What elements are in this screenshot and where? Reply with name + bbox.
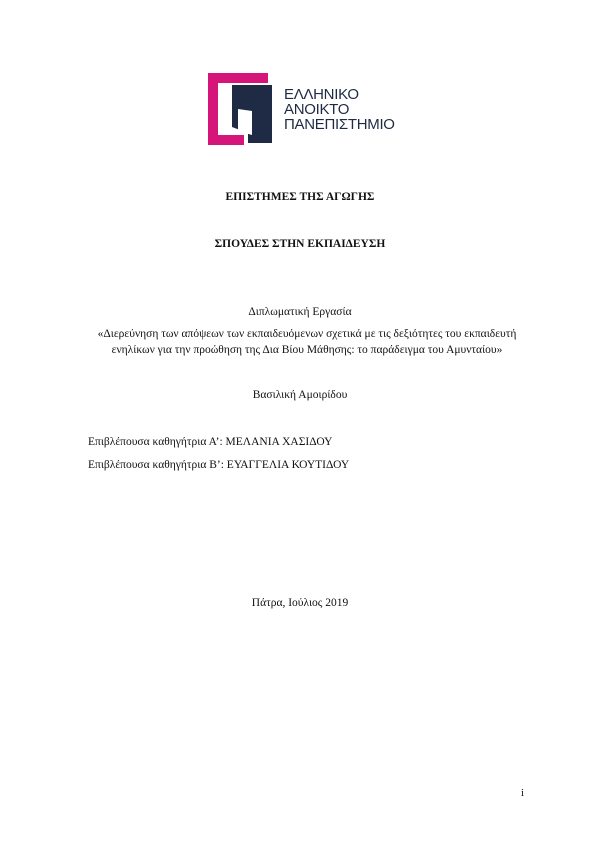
supervisor-a: Επιβλέπουσα καθηγήτρια Α’: ΜΕΛΑΝΙΑ ΧΑΣΙΔΟΥ [88, 436, 333, 448]
thesis-title: «Διερεύνηση των απόψεων των εκπαιδευόμενων σχετικά με τις δεξιότητες του εκπαιδευτή ενηλίκων για την προώθηση της Δια Βίου Μάθησης: το παράδειγμα του Αμυνταίου» [97, 328, 517, 356]
logo-line-3: ΠΑΝΕΠΙΣΤΗΜΙΟ [284, 116, 395, 133]
logo-line-1: ΕΛΛΗΝΙΚΟ [284, 86, 359, 103]
supervisor-b: Επιβλέπουσα καθηγήτρια Β’: ΕΥΑΓΓΕΛΙΑ ΚΟΥΤΙΔΟΥ [88, 459, 350, 471]
author-name: Βασιλική Αμοιρίδου [252, 389, 348, 401]
place-date: Πάτρα, Ιούλιος 2019 [251, 597, 349, 609]
page-number: i [521, 787, 525, 799]
school-heading: ΕΠΙΣΤΗΜΕΣ ΤΗΣ ΑΓΩΓΗΣ [225, 191, 375, 203]
logo-line-2: ΑΝΟΙΚΤΟ [284, 101, 350, 118]
logo-wordmark [284, 87, 395, 132]
program-heading: ΣΠΟΥΔΕΣ ΣΤΗΝ ΕΚΠΑΙΔΕΥΣΗ [214, 238, 386, 250]
university-logo [208, 73, 408, 145]
document-type: Διπλωματική Εργασία [248, 306, 352, 318]
logo-mark-icon [208, 73, 282, 145]
